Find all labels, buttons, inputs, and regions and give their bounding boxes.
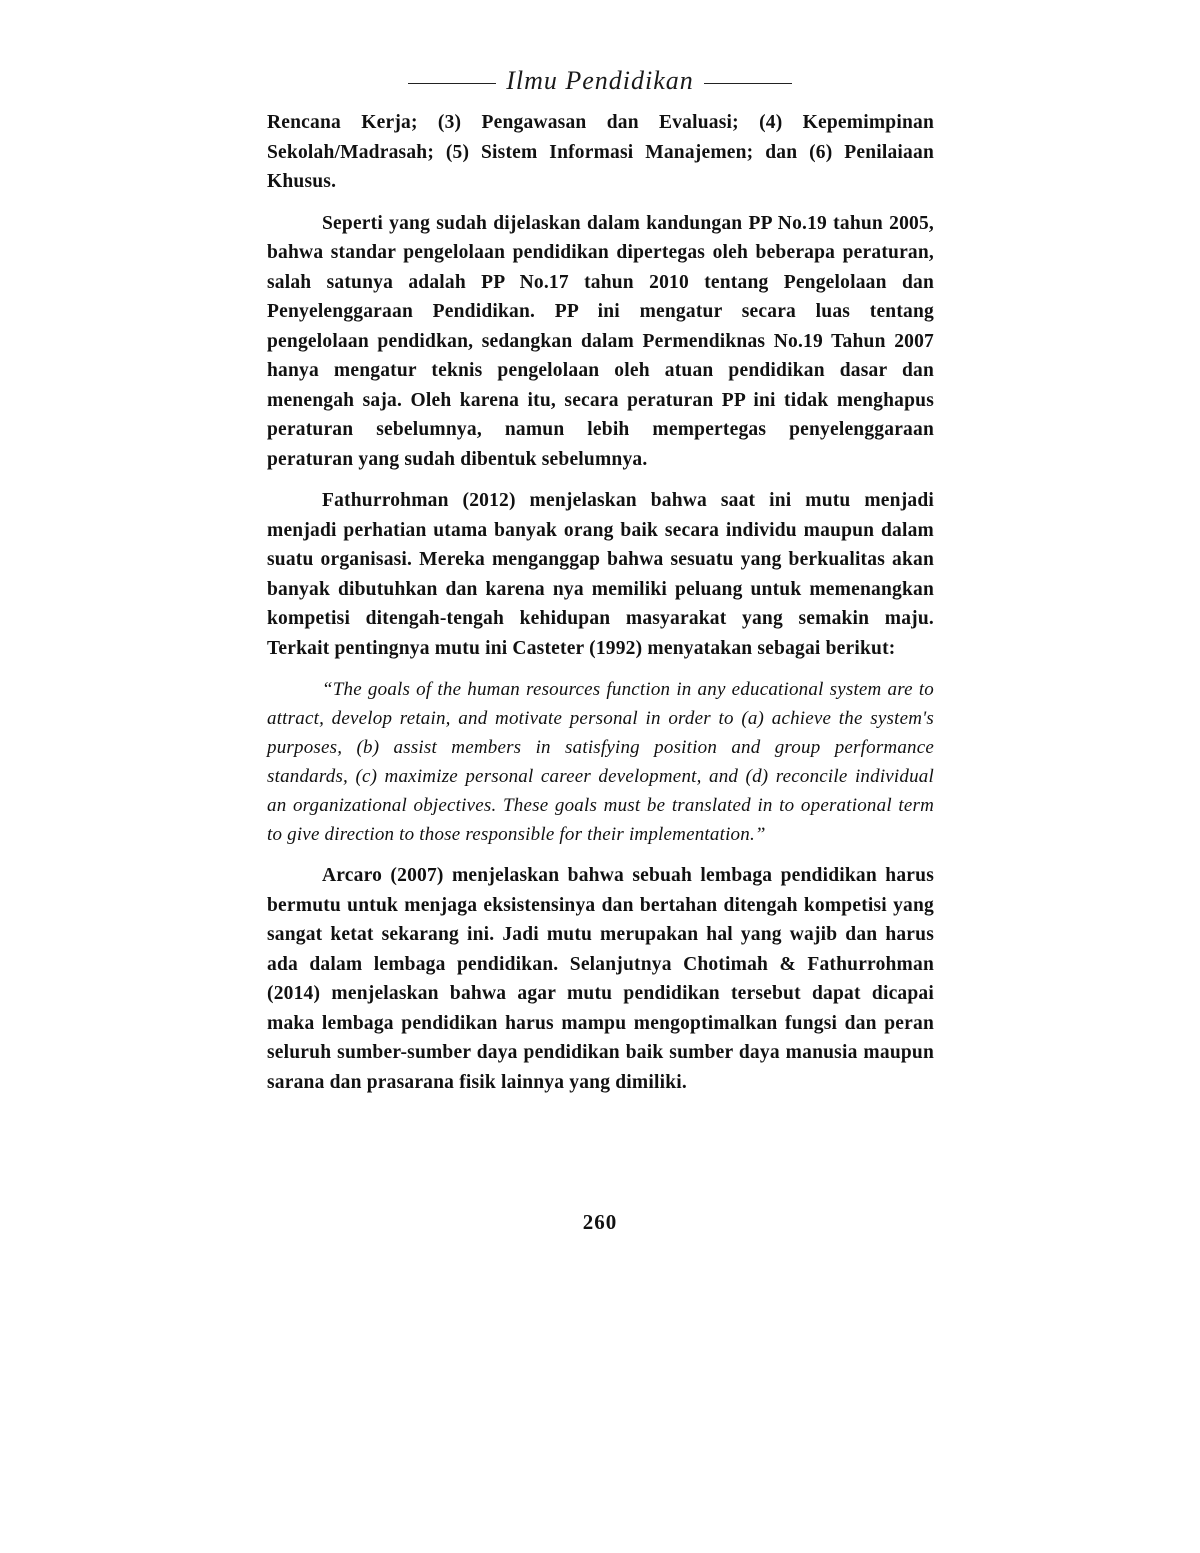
paragraph-2: Seperti yang sudah dijelaskan dalam kandungan PP No.19 tahun 2005, bahwa standar pengelolaan pendidikan dipertegas oleh beberapa peraturan, salah satunya adalah PP No.17 tahun 2010 tentang Pengelolaan dan Penyelenggaraan Pendidikan. PP ini mengatur secara luas tentang pengelolaan pendidkan, sedangkan dalam Permendiknas No.19 Tahun 2007 hanya mengatur teknis pengelolaan oleh atuan pendidikan dasar dan menengah saja. Oleh karena itu, secara peraturan PP ini tidak menghapus peraturan sebelumnya, namun lebih mempertegas penyelenggaraan peraturan yang sudah dibentuk sebelumnya. [267, 212, 934, 470]
header-rule-right [704, 83, 792, 84]
page-number: 260 [582, 1210, 618, 1234]
running-title: Ilmu Pendidikan [506, 66, 694, 95]
paragraph-3: Fathurrohman (2012) menjelaskan bahwa saat ini mutu menjadi menjadi perhatian utama banyak orang baik secara individu maupun dalam suatu organisasi. Mereka menganggap bahwa sesuatu yang berkualitas akan banyak dibutuhkan dan karena nya memiliki peluang untuk memenangkan kompetisi ditengah-tengah kehidupan masyarakat yang semakin maju. Terkait pentingnya mutu ini Casteter (1992) menyatakan sebagai berikut: [267, 490, 934, 659]
block-quote: “The goals of the human resources function in any educational system are to attract, develop retain, and motivate personal in order to (a) achieve the system's purposes, (b) assist members in satisfying position and group performance standards, (c) maximize personal career development, and (d) reconcile individual an organizational objectives. These goals must be translated in to operational term to give direction to those responsible for their implementation.” [267, 679, 934, 845]
body-text [267, 108, 934, 1097]
paragraph-1: Rencana Kerja; (3) Pengawasan dan Evaluasi; (4) Kepemimpinan Sekolah/Madrasah; (5) Sistem Informasi Manajemen; dan (6) Penilaiaan Khusus. [267, 112, 934, 192]
running-header [0, 66, 1200, 96]
paragraph-4: Arcaro (2007) menjelaskan bahwa sebuah lembaga pendidikan harus bermutu untuk menjaga eksistensinya dan bertahan ditengah kompetisi yang sangat ketat sekarang ini. Jadi mutu merupakan hal yang wajib dan harus ada dalam lembaga pendidikan. Selanjutnya Chotimah & Fathurrohman (2014) menjelaskan bahwa agar mutu pendidikan tersebut dapat dicapai maka lembaga pendidikan harus mampu mengoptimalkan fungsi dan peran seluruh sumber-sumber daya pendidikan baik sumber daya manusia maupun sarana dan prasarana fisik lainnya yang dimiliki. [267, 865, 934, 1093]
header-rule-left [408, 83, 496, 84]
